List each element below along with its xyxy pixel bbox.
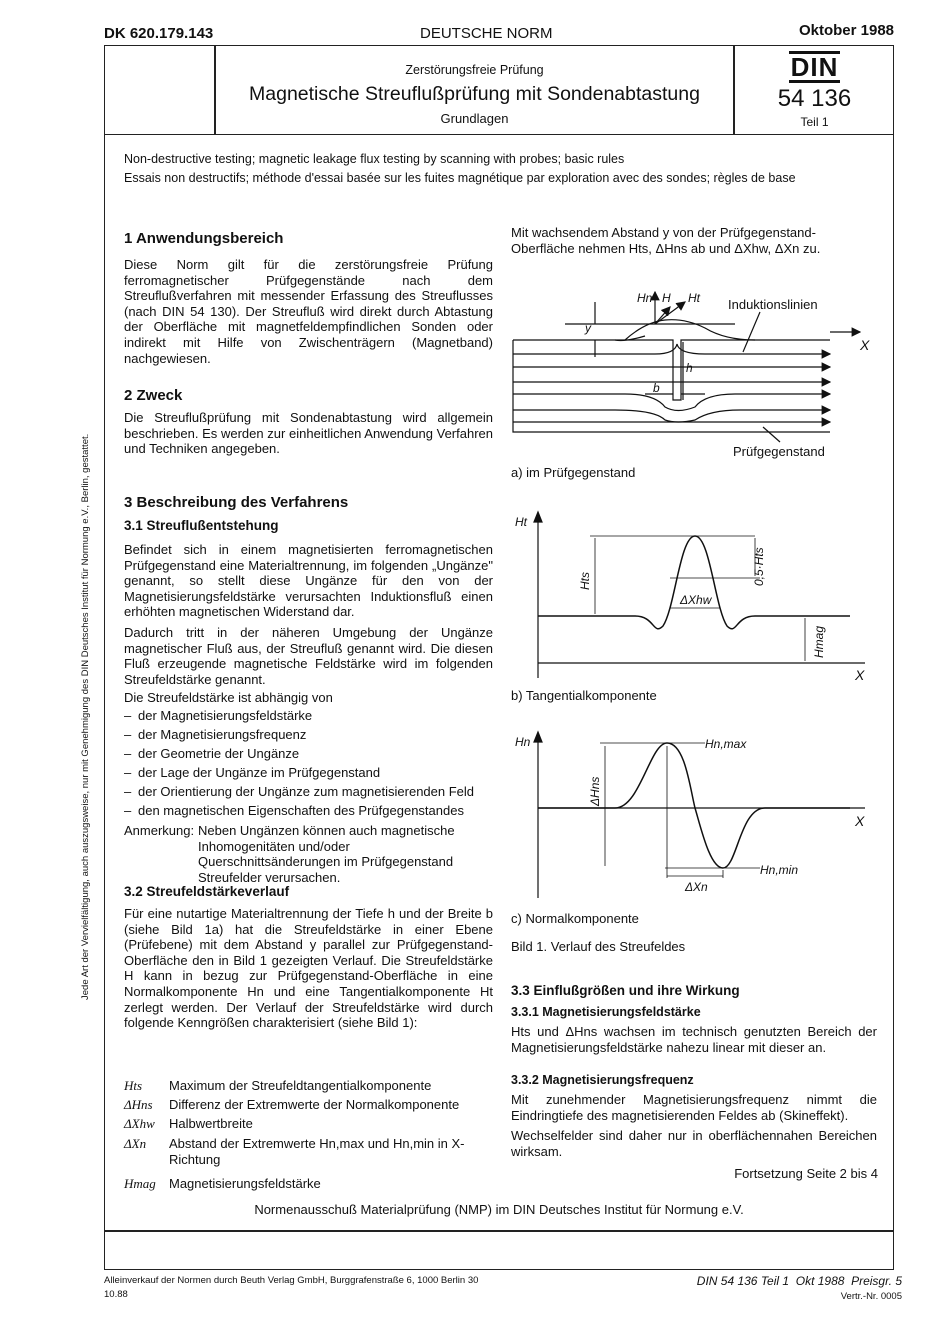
figure-1b bbox=[505, 508, 885, 688]
sec32-heading-text: 3.2 Streufeldstärkeverlauf bbox=[124, 884, 290, 899]
sales-note: Alleinverkauf der Normen durch Beuth Verlag GmbH, Burggrafenstraße 6, 1000 Berlin 30 bbox=[104, 1275, 479, 1286]
norm-type: DEUTSCHE NORM bbox=[420, 25, 553, 42]
title-french: Essais non destructifs; méthode d'essai basée sur les fuites magnétique par exploration avec des sondes; règles de base bbox=[124, 171, 796, 185]
fig-a-x-label: X bbox=[860, 337, 870, 353]
note-text: Neben Ungänzen können auch magnetische Inhomogenitäten und/oder Querschnittsänderungen im Prüfgegenstand Streufelder verursachen. bbox=[198, 823, 455, 885]
fig-c-hn-label: Hn bbox=[515, 735, 531, 749]
sec31-para3: Die Streufeldstärke ist abhängig von bbox=[124, 690, 333, 705]
definition-symbol: Hmag bbox=[124, 1176, 156, 1191]
figure-1a bbox=[505, 282, 885, 462]
din-logo-text: DIN bbox=[790, 52, 839, 82]
copyright-note: Jede Art der Vervielfältigung, auch auszugsweise, nur mit Genehmigung des DIN Deutsches Institut für Normung e.V., Berlin, gestattet. bbox=[80, 433, 91, 1000]
definition-text: Differenz der Extremwerte der Normalkomponente bbox=[169, 1097, 460, 1112]
sec1-heading-text: 1 Anwendungsbereich bbox=[124, 230, 284, 247]
fig-b-hmag-label: Hmag bbox=[812, 625, 826, 658]
fig-a-h-label: H bbox=[662, 291, 671, 305]
sec3-heading bbox=[124, 494, 348, 511]
committee-line: Normenausschuß Materialprüfung (NMP) im DIN Deutsches Institut für Normung e.V. bbox=[254, 1202, 744, 1217]
list-item: – der Lage der Ungänze im Prüfgegenstand bbox=[124, 763, 493, 782]
sec31-heading bbox=[124, 518, 279, 533]
fig-c-caption: c) Normalkomponente bbox=[511, 911, 639, 926]
right-intro: Mit wachsendem Abstand y von der Prüfgegenstand-Oberfläche nehmen Hts, ΔHns ab und ΔXhw, ΔXn zu. bbox=[511, 225, 821, 256]
workpiece-surface bbox=[513, 340, 830, 400]
definition-text: Maximum der Streufeldtangentialkomponente bbox=[169, 1078, 432, 1093]
fig-b-hts-label: Hts bbox=[578, 572, 592, 590]
vertr-number: Vertr.-Nr. 0005 bbox=[840, 1291, 902, 1302]
definition-symbol: ΔXn bbox=[124, 1136, 147, 1151]
sec33-heading bbox=[511, 983, 740, 998]
list-item: – der Magnetisierungsfeldstärke bbox=[124, 706, 493, 725]
fig-c-hnmax-label: Hn,max bbox=[705, 737, 747, 751]
sec332-heading bbox=[511, 1073, 694, 1087]
fig-a-b-label: b bbox=[653, 381, 660, 395]
dk-number: DK 620.179.143 bbox=[104, 25, 214, 42]
sec32-heading bbox=[124, 884, 289, 899]
issue-date: Oktober 1988 bbox=[798, 22, 894, 39]
document-title: Magnetische Streuflußprüfung mit Sondenabtastung bbox=[249, 83, 700, 105]
sec332-para1: Mit zunehmender Magnetisierungsfrequenz nimmt die Eindringtiefe des magnetisierenden Feldes ab (Skineffekt). bbox=[511, 1092, 877, 1123]
fig-b-dxhw-label: ΔXhw bbox=[680, 593, 712, 607]
sec331-text: Hts und ΔHns wachsen im technisch genutzten Bereich der Magnetisierungsfeldstärke nahezu linear mit dieser an. bbox=[511, 1024, 877, 1055]
note-label: Anmerkung: bbox=[124, 823, 195, 838]
norm-part: Teil 1 bbox=[800, 115, 829, 129]
fig-a-caption: a) im Prüfgegenstand bbox=[511, 465, 636, 480]
figure-1c bbox=[505, 728, 885, 908]
norm-number: 54 136 bbox=[777, 85, 852, 112]
fig-c-hnmin-label: Hn,min bbox=[760, 863, 799, 877]
sec31-heading-text: 3.1 Streuflußentstehung bbox=[124, 518, 279, 533]
sec32-definitions bbox=[124, 1078, 493, 1195]
definition-text: Magnetisierungsfeldstärke bbox=[169, 1176, 321, 1191]
sec2-text: Die Streuflußprüfung mit Sondenabtastung wird allgemein beschrieben. Es werden zur einheitlichen Anwendung Verfahren und Techniken angegeben. bbox=[124, 410, 493, 457]
sec331-heading bbox=[511, 1005, 701, 1019]
definition-row bbox=[124, 1116, 493, 1136]
footer-reference: DIN 54 136 Teil 1 Okt 1988 Preisgr. 5 bbox=[696, 1274, 902, 1288]
definition-text: Abstand der Extremwerte Hn,max und Hn,min in X-Richtung bbox=[169, 1136, 465, 1167]
definition-text: Halbwertbreite bbox=[169, 1116, 253, 1131]
fig-a-y-label: y bbox=[585, 321, 591, 335]
sec31-para1: Befindet sich in einem magnetisierten ferromagnetischen Prüfgegenstand eine Materialtrennung, im folgenden „Ungänze" genannt, so stellt diese Ungänze für den von der Magnetisierungsfeldstärke verursachten Induktionsfluß einen erhöhten magnetischen Widerstand dar. bbox=[124, 542, 493, 620]
sec2-heading-text: 2 Zweck bbox=[124, 387, 183, 404]
din-logo bbox=[735, 51, 894, 83]
list-item: – den magnetischen Eigenschaften des Prüfgegenstandes bbox=[124, 801, 493, 820]
sec332-heading-text: 3.3.2 Magnetisierungsfrequenz bbox=[511, 1073, 694, 1087]
fig-a-h-depth-label: h bbox=[686, 361, 693, 375]
fig-b-ht-label: Ht bbox=[515, 515, 527, 529]
fig-a-induction-label: Induktionslinien bbox=[728, 297, 818, 312]
fig-a-workpiece-label: Prüfgegenstand bbox=[733, 444, 825, 459]
fig-a-ht-label: Ht bbox=[688, 291, 700, 305]
definition-row bbox=[124, 1078, 493, 1097]
fig-c-dhns-label: ΔHns bbox=[588, 776, 602, 806]
fig-c-x-label: X bbox=[855, 813, 865, 829]
footer-divider bbox=[104, 1230, 894, 1232]
sec3-heading-text: 3 Beschreibung des Verfahrens bbox=[124, 494, 349, 511]
sec331-heading-text: 3.3.1 Magnetisierungsfeldstärke bbox=[511, 1005, 701, 1019]
definition-row bbox=[124, 1136, 493, 1176]
fig-a-hn-label: Hn bbox=[637, 291, 653, 305]
definition-symbol: ΔHns bbox=[124, 1097, 153, 1112]
sec33-heading-text: 3.3 Einflußgrößen und ihre Wirkung bbox=[511, 983, 740, 998]
sec31-note bbox=[124, 823, 493, 885]
sec31-para2: Dadurch tritt in der näheren Umgebung der Ungänze magnetischer Fluß aus, der Streufluß genannt wird. Die diesen Fluß erzeugende magnetische Feldstärke wird im folgenden Streufeldstärke genannt. bbox=[124, 625, 493, 687]
subtitle-bottom: Grundlagen bbox=[440, 111, 509, 126]
definition-row bbox=[124, 1176, 493, 1195]
fig-b-caption: b) Tangentialkomponente bbox=[511, 688, 657, 703]
fig-c-curve bbox=[538, 743, 850, 868]
definition-row bbox=[124, 1097, 493, 1116]
list-item: – der Geometrie der Ungänze bbox=[124, 744, 493, 763]
fig-b-x-label: X bbox=[855, 667, 865, 683]
sec31-dependency-list bbox=[124, 706, 493, 820]
sec332-para2: Wechselfelder sind daher nur in oberflächennahen Bereichen wirksam. bbox=[511, 1128, 877, 1159]
list-item: – der Magnetisierungsfrequenz bbox=[124, 725, 493, 744]
definition-symbol: Hts bbox=[124, 1078, 143, 1093]
list-item: – der Orientierung der Ungänze zum magnetisierenden Feld bbox=[124, 782, 493, 801]
sec32-para1: Für eine nutartige Materialtrennung der Tiefe h und der Breite b (siehe Bild 1a) hat die Streufeldstärke in einer Ebene (Prüfebene) mit dem Abstand y parallel zur Prüfgegenstand-Oberfläche den in Bild 1 gezeigten Verlauf. Die Streufeldstärke H kann in bezug zur Prüfgegenstand-Oberfläche in eine Normalkomponente Hn und eine Tangentialkomponente Ht zerlegt werden. Der Verlauf der Streufeldstärke wird durch folgende Kenngrößen charakterisiert (siehe Bild 1): bbox=[124, 906, 493, 1031]
fig-c-dxn-label: ΔXn bbox=[685, 880, 708, 894]
sec2-heading bbox=[124, 387, 182, 404]
title-english: Non-destructive testing; magnetic leakage flux testing by scanning with probes; basic rules bbox=[124, 152, 625, 166]
sec1-text: Diese Norm gilt für die zerstörungsfreie Prüfung ferromagnetischer Prüfgegenstände nach dem Streuflußverfahren mit messender Erfassung des Streuflusses (nach DIN 54 130). Der Streufluß wird direkt durch Abtastung der Oberfläche mit magnetfeldempfindlichen Sonden oder indirekt mit Hilfe von Zwischenträgern (Magnetband) nachgewiesen. bbox=[124, 257, 493, 366]
sec1-heading bbox=[124, 230, 283, 247]
subtitle-top: Zerstörungsfreie Prüfung bbox=[405, 63, 544, 77]
continuation-note: Fortsetzung Seite 2 bis 4 bbox=[734, 1166, 878, 1181]
fig-b-half-label: 0,5·Hts bbox=[752, 547, 766, 586]
definition-symbol: ΔXhw bbox=[124, 1116, 155, 1131]
code-date: 10.88 bbox=[104, 1289, 128, 1300]
figure-title: Bild 1. Verlauf des Streufeldes bbox=[511, 939, 686, 954]
